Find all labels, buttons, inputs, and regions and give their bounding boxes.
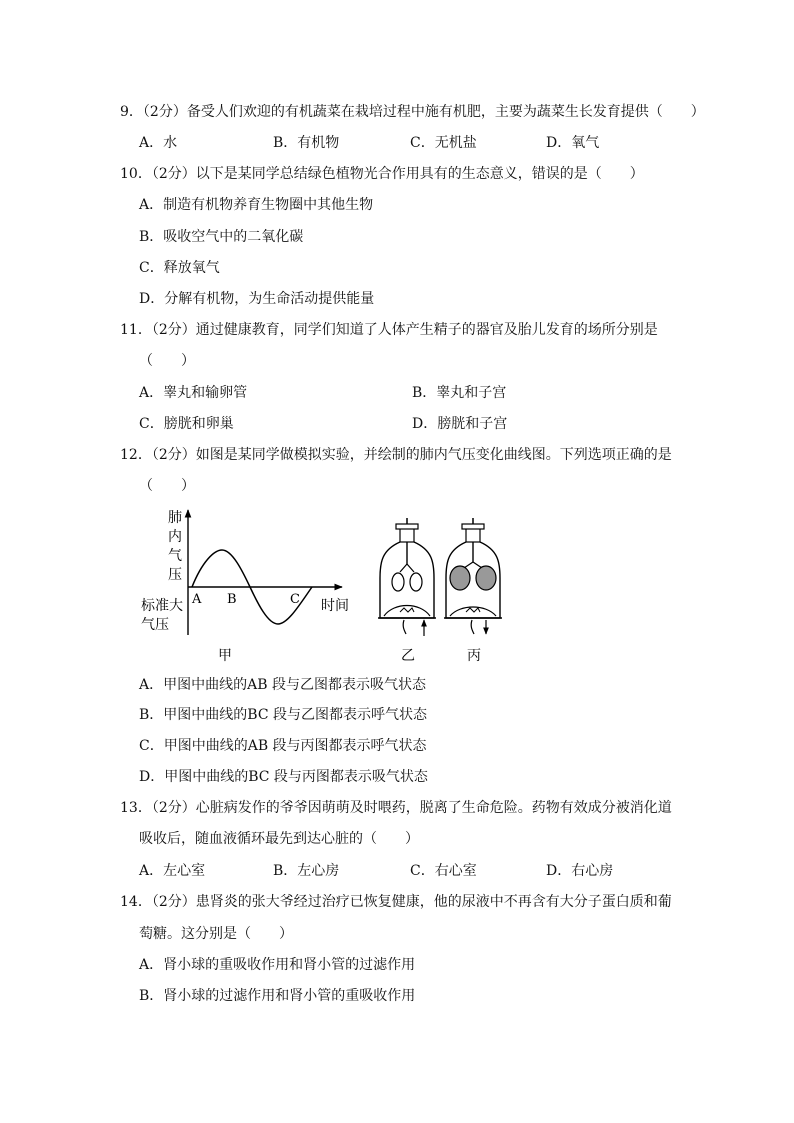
q14-stem: 14．（2分）患肾炎的张大爷经过治疗已恢复健康，他的尿液中不再含有大分子蛋白质和葡 xyxy=(120,894,672,910)
q11-stem: 11．（2分）通过健康教育，同学们知道了人体产生精子的器官及胎儿发育的场所分别是 xyxy=(120,322,658,338)
q13-option-b: B．左心房 xyxy=(273,863,340,879)
q12-stem: 12．（2分）如图是某同学做模拟实验，并绘制的肺内气压变化曲线图。下列选项正确的是 xyxy=(120,447,672,463)
q12-option-a: A．甲图中曲线的AB 段与乙图都表示吸气状态 xyxy=(139,677,426,693)
q9-stem: 9．（2分）备受人们欢迎的有机蔬菜在栽培过程中施有机肥，主要为蔬菜生长发育提供（ ） xyxy=(120,104,705,120)
q13-option-c: C．右心室 xyxy=(410,863,477,879)
q14-option-b: B．肾小球的过滤作用和肾小管的重吸收作用 xyxy=(139,988,416,1004)
q9-option-c: C．无机盐 xyxy=(410,135,477,151)
q11-option-d: D．膀胱和子宫 xyxy=(412,416,508,432)
q10-option-d: D．分解有机物，为生命活动提供能量 xyxy=(139,291,375,307)
caption-yi: 乙 xyxy=(401,648,415,664)
q9-option-b: B．有机物 xyxy=(273,135,340,151)
q14-stem-cont: 萄糖。这分别是（ ） xyxy=(139,926,293,942)
y-axis-label-4: 压 xyxy=(168,567,182,583)
y-axis-label-1: 肺 xyxy=(168,510,182,526)
caption-bing: 丙 xyxy=(467,648,481,664)
q12-option-c: C．甲图中曲线的AB 段与丙图都表示呼气状态 xyxy=(139,738,427,754)
point-a-label: A xyxy=(192,592,202,607)
point-c-label: C xyxy=(290,592,300,607)
q12-stem-cont: （ ） xyxy=(139,478,195,494)
caption-jia: 甲 xyxy=(218,648,232,664)
y-axis-label-2: 内 xyxy=(168,529,182,545)
baseline-label-2: 气压 xyxy=(141,617,169,633)
q9-option-d: D．氧气 xyxy=(546,135,600,151)
bell-jar-yi xyxy=(378,518,436,664)
bell-jar-bing xyxy=(444,518,502,664)
x-axis-label: 时间 xyxy=(321,598,349,614)
y-axis-label-3: 气 xyxy=(168,548,182,564)
q11-option-c: C．膀胱和卵巢 xyxy=(139,416,234,432)
q13-option-a: A．左心室 xyxy=(139,863,206,879)
q11-option-a: A．睾丸和输卵管 xyxy=(139,385,248,401)
pressure-curve-graph xyxy=(141,509,349,664)
q13-stem: 13．（2分）心脏病发作的爷爷因萌萌及时喂药，脱离了生命危险。药物有效成分被消化道 xyxy=(120,800,672,816)
baseline-label-1: 标准大 xyxy=(141,598,183,614)
q13-stem-cont: 吸收后，随血液循环最先到达心脏的（ ） xyxy=(139,831,419,847)
point-b-label: B xyxy=(227,592,237,607)
q12-option-b: B．甲图中曲线的BC 段与乙图都表示呼气状态 xyxy=(139,707,427,723)
q10-option-a: A．制造有机物养育生物圈中其他生物 xyxy=(139,197,374,213)
q11-option-b: B．睾丸和子宫 xyxy=(412,385,507,401)
q9-option-a: A．水 xyxy=(139,135,178,151)
q10-option-b: B．吸收空气中的二氧化碳 xyxy=(139,229,304,245)
q10-stem: 10．（2分）以下是某同学总结绿色植物光合作用具有的生态意义，错误的是（ ） xyxy=(120,166,644,182)
q11-stem-cont: （ ） xyxy=(139,353,195,369)
lung-pressure-diagram xyxy=(130,500,510,675)
q13-option-d: D．右心房 xyxy=(546,863,614,879)
q10-option-c: C．释放氧气 xyxy=(139,260,220,276)
q12-option-d: D．甲图中曲线的BC 段与丙图都表示吸气状态 xyxy=(139,769,428,785)
q14-option-a: A．肾小球的重吸收作用和肾小管的过滤作用 xyxy=(139,957,416,973)
